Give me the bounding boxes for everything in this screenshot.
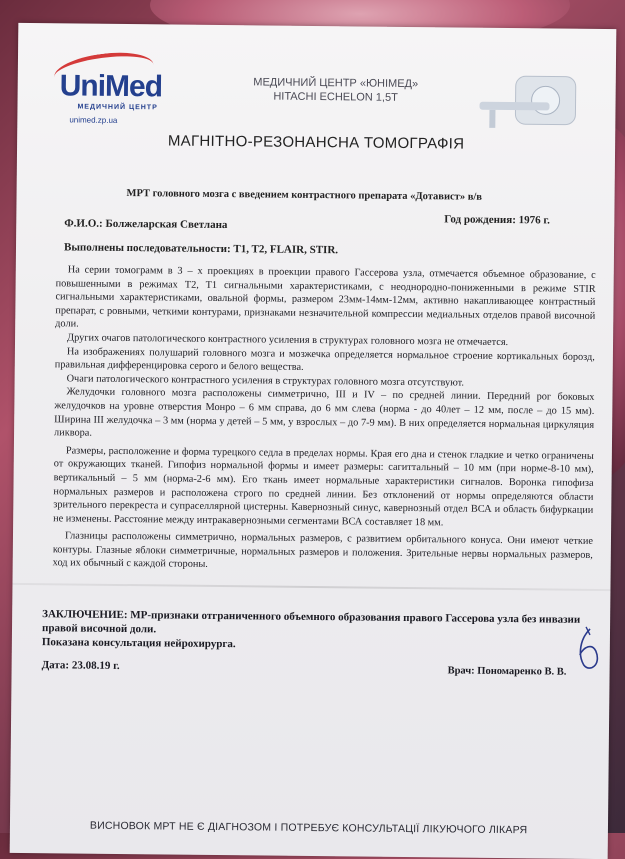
- consultation-note: Показана консультация нейрохирурга.: [41, 636, 236, 651]
- birth-year: Год рождения: 1976 г.: [444, 213, 550, 227]
- report-paragraph: Очаги патологического контрастного усиления в структурах головного мозга отсутствуют.: [66, 373, 465, 389]
- logo-url: unimed.zp.ua: [69, 115, 118, 125]
- report-paragraph: Других очагов патологического контрастного усиления в структурах головного мозга не отмечается.: [67, 332, 509, 349]
- logo-tagline: МЕДИЧНИЙ ЦЕНТР: [77, 103, 158, 112]
- patient-name: Ф.И.О.: Болжеларская Светлана: [64, 217, 228, 232]
- report-body: [53, 263, 596, 576]
- clinic-name: МЕДИЧНИЙ ЦЕНТР «ЮНІМЕД»: [253, 76, 419, 91]
- disclaimer-footer: ВИСНОВОК МРТ НЕ Є ДІАГНОЗОМ І ПОТРЕБУЄ КОНСУЛЬТАЦІЇ ЛІКУЮЧОГО ЛІКАРЯ: [89, 819, 528, 837]
- report-paragraph: На серии томограмм в 3 – х проекциях в проекции правого Гассерова узла, отмечается объемное образование, с повышенными в режимах T2, T1 сигнальными характеристиками, с неоднородно-пониженными в режиме STIR сигнальными характеристиками, овальной формы, размером 23мм-14мм-12мм, активно накапливающее контрастный препарат, с ровными, четкими контурами, признаками незначительной компрессии медиальных отделов правой височной доли.: [55, 264, 596, 330]
- doctor-signature-icon: [560, 625, 611, 676]
- report-paragraph: Желудочки головного мозга расположены симметрично, III и IV – по средней линии. Передний рог боковых желудочков на уровне отверстия Монро – 6 мм справа, до 6 мм слева (норма - до 40лет – 12 мм, после – до 15 мм). Ширина III желудочка – 3 мм (норма у детей – 5 мм, у взрослых – до 7-9 мм). В них определяется нормальная циркуляция ликвора.: [54, 386, 595, 439]
- unimed-logo: [49, 51, 170, 132]
- conclusion-block: [42, 607, 602, 655]
- logo-brand: UniMed: [59, 69, 163, 104]
- doctor-name: Врач: Пономаренко В. В.: [447, 665, 567, 678]
- mri-scanner-icon: [475, 68, 586, 139]
- document-title: МАГНІТНО-РЕЗОНАНСНА ТОМОГРАФІЯ: [167, 132, 465, 153]
- report-paragraph: Размеры, расположение и форма турецкого седла в пределах нормы. Края его дна и стенок гладкие и четко ограничены от окружающих тканей. Гипофиз нормальной формы и имеет размеры: сагиттальный – 10 мм (при норме-8-10 мм), вертикальный – 5 мм (норма-2-6 мм). Его ткань имеет нормальные характеристики сигналов. Воронка гипофиза нормальных размеров и расположена строго по средней линии. Без отклонений от нормы определяются области зрительного перекреста и супраселлярной цистерны. Кавернозный синус, кавернозный отдел ВСА и область бифуркации не изменены. Расстояние между интракавернозными сегментами ВСА составляет 18 мм.: [53, 445, 594, 529]
- study-subtitle: МРТ головного мозга с введением контрастного препарата «Дотавист» в/в: [126, 188, 483, 203]
- equipment-name: HITACHI ECHELON 1,5T: [273, 90, 398, 104]
- paper-fold: [12, 583, 610, 591]
- conclusion-text: ЗАКЛЮЧЕНИЕ: МР-признаки отграниченного объемного образования правого Гассерова узла без инвазии правой височной доли.: [41, 608, 581, 636]
- report-date: Дата: 23.08.19 г.: [41, 659, 120, 672]
- clinic-header: [206, 75, 466, 106]
- report-paragraph: На изображениях полушарий головного мозга и мозжечка определяется нормальное строение кортикальных борозд, правильная дифференцировка серого и белого вещества.: [54, 345, 595, 374]
- report-paragraph: Глазницы расположены симметрично, нормальных размеров, с развитием орбитального конуса. Они имеют четкие контуры. Глазные яблоки симметричные, нормальных размеров и положения. Зрительные нервы нормальных размеров, ход их обычный с каждой стороны.: [52, 530, 594, 571]
- sequences-line: Выполнены последовательности: T1, T2, FLAIR, STIR.: [63, 241, 339, 257]
- document-sheet: [10, 23, 617, 859]
